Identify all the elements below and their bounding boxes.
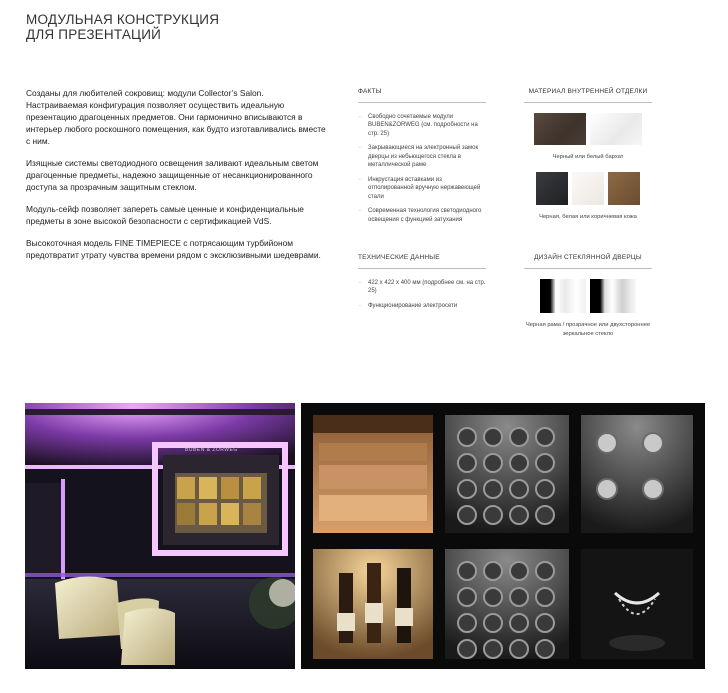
- title-line-1: МОДУЛЬНАЯ КОНСТРУКЦИЯ: [26, 12, 220, 27]
- velvet-swatches: [524, 113, 652, 145]
- list-item: · 422 x 422 x 400 мм (подробнее см. на стр. 25): [358, 279, 486, 296]
- door-glass-samples: [524, 279, 652, 313]
- tech-list: [358, 279, 486, 311]
- list-item: · Закрывающиеся на электронный замок дверцы из небьющегося стекла в металлической раме: [358, 144, 486, 170]
- material-heading: МАТЕРИАЛ ВНУТРЕННЕЙ ОТДЕЛКИ: [524, 88, 652, 103]
- tech-section: [358, 254, 486, 316]
- modules-photo: [301, 403, 705, 669]
- page-title: [26, 12, 326, 42]
- list-item: · Свободно сочетаемые модули BUBEN&ZORWEG (см. подробности на стр. 25): [358, 113, 486, 139]
- facts-heading: ФАКТЫ: [358, 88, 486, 103]
- door-section: [524, 254, 652, 339]
- material-section: [524, 88, 652, 222]
- list-item: · Современная технология светодиодного освещения с функцией затухания: [358, 207, 486, 224]
- swatch-leather-white: [572, 172, 604, 205]
- swatch-leather-brown: [608, 172, 640, 205]
- paragraph-3: Модуль-сейф позволяет запереть самые ценные и конфиденциальные предметы в зоне высокой безопасности с сертификацией VdS.: [26, 204, 304, 226]
- brand-sign: BUBEN & ZORWEG: [185, 447, 238, 453]
- glass-mirror: [590, 279, 636, 313]
- facts-section: [358, 88, 486, 230]
- paragraph-2: Изящные системы светодиодного освещения заливают идеальным светом драгоценные предметы, надежно защищенные от несанкционированного доступа за прозрачным защитным стеклом.: [26, 158, 319, 192]
- paragraph-1: Созданы для любителей сокровищ: модули Collector’s Salon. Настраиваемая конфигурация позволяет осуществить идеальную презентацию драгоценных предметов. Они гармонично вписываются в интерьер любого роскошного помещения, как будто изготавливались вместе с ним.: [26, 88, 326, 146]
- leather-caption: Черная, белая или коричневая кожа: [539, 213, 637, 220]
- door-caption: Черная рама / прозрачное или двухстороннее зеркальное стекло: [525, 321, 651, 337]
- list-item: · Инкрустация вставками из отполированной вручную нержавеющей стали: [358, 176, 486, 202]
- tech-heading: ТЕХНИЧЕСКИЕ ДАННЫЕ: [358, 254, 486, 269]
- list-item: · Функционирование электросети: [358, 302, 486, 311]
- swatch-leather-black: [536, 172, 568, 205]
- paragraph-4: Высокоточная модель FINE TIMEPIECE с потрясающим турбийоном предотвратит утрату чувства времени рядом с эксклюзивными шедеврами.: [26, 238, 321, 260]
- leather-swatches: [524, 172, 652, 205]
- swatch-velvet-dark: [534, 113, 586, 145]
- glass-clear: [540, 279, 586, 313]
- showroom-photo: [25, 403, 295, 669]
- title-line-2: ДЛЯ ПРЕЗЕНТАЦИЙ: [26, 27, 162, 42]
- facts-list: [358, 113, 486, 225]
- swatch-velvet-white: [590, 113, 642, 145]
- intro-text: [26, 87, 326, 271]
- door-heading: ДИЗАЙН СТЕКЛЯННОЙ ДВЕРЦЫ: [524, 254, 652, 269]
- velvet-caption: Черный или белый бархат: [552, 153, 624, 160]
